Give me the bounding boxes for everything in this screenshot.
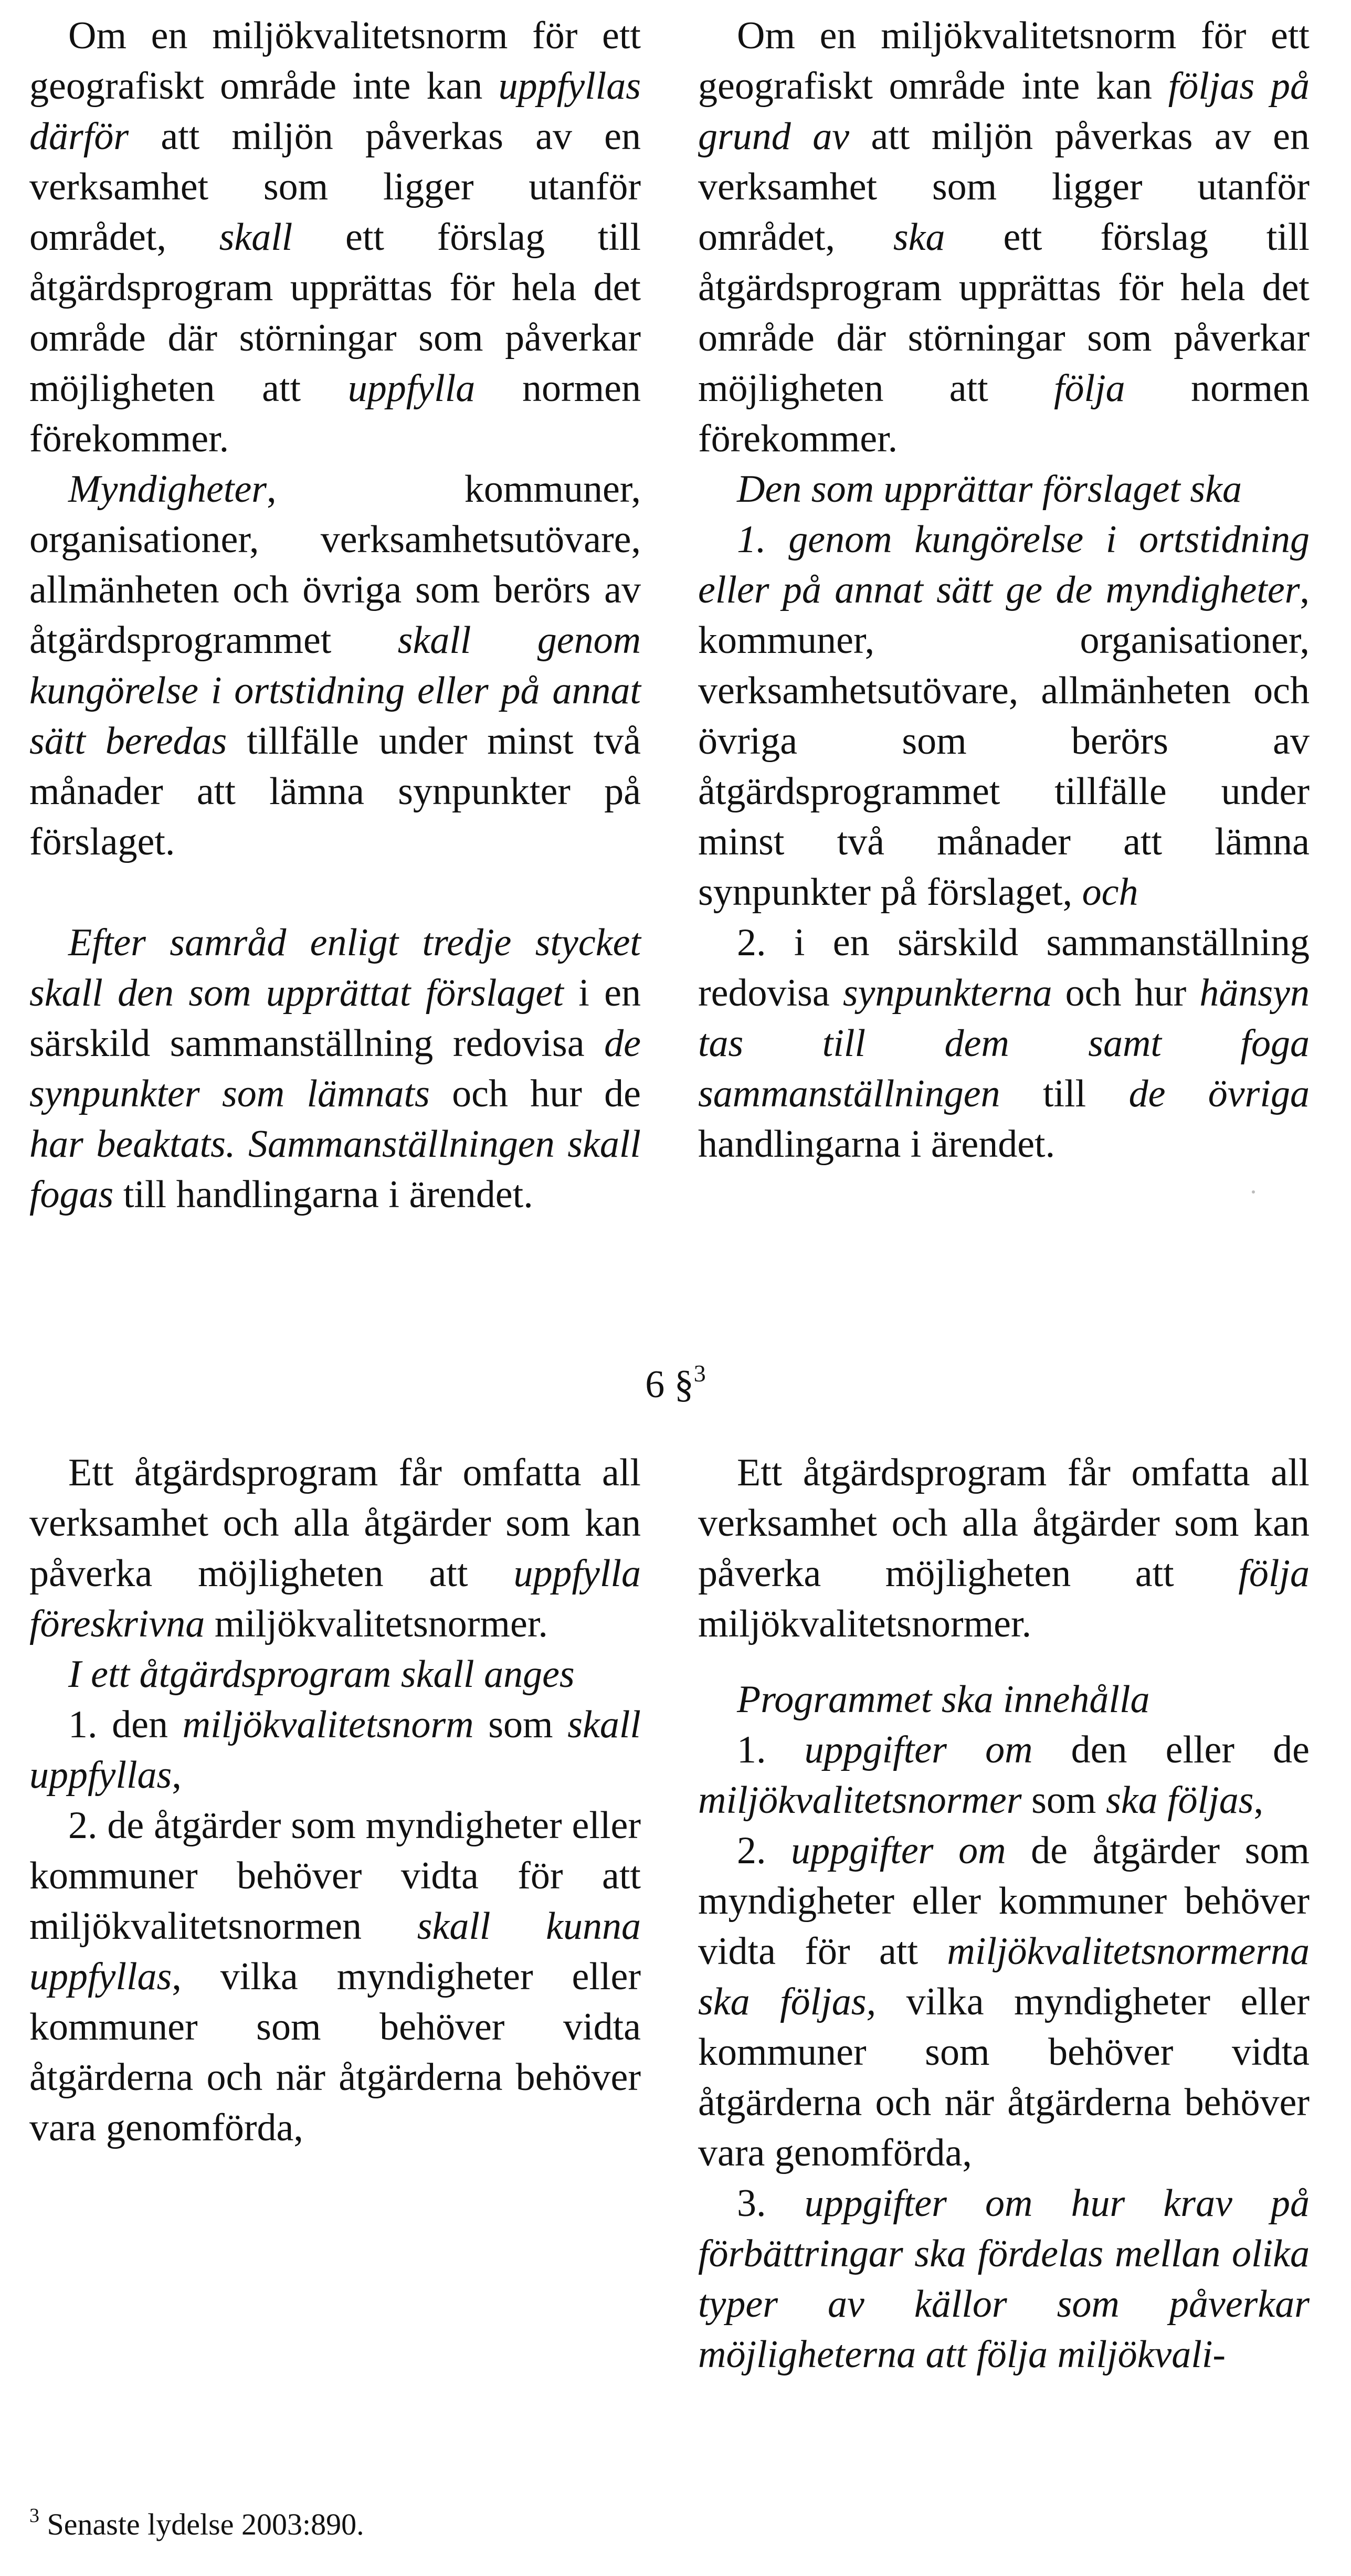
paragraph: I ett åtgärdsprogram skall anges [68,1653,575,1696]
old-text-column-top [29,10,641,1220]
list-item: 1. uppgifter om den eller de miljökvalitetsnormer som ska följas, [698,1728,1310,1822]
footnote-text: Senaste lydelse 2003:890. [47,2507,364,2541]
paragraph: Myndigheter, kommuner, organisationer, verksamhetsutövare, allmänheten och övriga som berörs av åtgärdsprogrammet skall genom kungörelse i ortstidning eller på annat sätt beredas tillfälle under minst två månader att lämna synpunkter på förslaget. [29,468,641,863]
paragraph: Om en miljökvalitetsnorm för ett geografiskt område inte kan följas på grund av att miljön påverkas av en verksamhet som ligger utanför området, ska ett förslag till åtgärdsprogram upprättas för hela det område där störningar som påverkar möjligheten att följa normen förekommer. [698,14,1310,460]
footnote-marker: 3 [29,2505,39,2527]
footnote-ref: 3 [693,1360,706,1387]
paragraph: Ett åtgärdsprogram får omfatta all verksamhet och alla åtgärder som kan påverka möjligheten att uppfylla föreskrivna miljökvalitetsnormer. [29,1451,641,1645]
scan-speck [1252,1190,1255,1194]
new-text-column-bottom [698,1448,1310,2380]
list-item: 2. uppgifter om de åtgärder som myndigheter eller kommuner behöver vidta för att miljökvalitetsnormerna ska följas, vilka myndigheter eller kommuner som behöver vidta åtgärderna och när åtgärderna behöver vara genomförda, [698,1829,1310,2174]
list-item: 2. de åtgärder som myndigheter eller kommuner behöver vidta för att miljökvalitetsnormen skall kunna uppfyllas, vilka myndigheter eller kommuner som behöver vidta åtgärderna och när åtgärderna behöver vara genomförda, [29,1804,641,2149]
list-item: 3. uppgifter om hur krav på förbättringar ska fördelas mellan olika typer av källor som påverkar möjligheterna att följa miljökvali- [698,2182,1310,2376]
footnote [29,2504,364,2546]
paragraph: Den som upprättar förslaget ska [737,468,1242,511]
list-item: 2. i en särskild sammanställning redovisa synpunkterna och hur hänsyn tas till dem samt foga sammanställningen till de övriga handlingarna i ärendet. [698,921,1310,1166]
list-item: 1. den miljökvalitetsnorm som skall uppfyllas, [29,1703,641,1797]
paragraph: Programmet ska innehålla [737,1678,1150,1721]
paragraph: Efter samråd enligt tredje stycket skall den som upprättat förslaget i en särskild sammanställning redovisa de synpunkter som lämnats och hur de har beaktats. Sammanställningen skall fogas till handlingarna i ärendet. [29,921,641,1216]
new-text-column-top [698,10,1310,1169]
paragraph: Ett åtgärdsprogram får omfatta all verksamhet och alla åtgärder som kan påverka möjligheten att följa miljökvalitetsnormer. [698,1451,1310,1645]
list-item: 1. genom kungörelse i ortstidning eller på annat sätt ge de myndigheter, kommuner, organisationer, verksamhetsutövare, allmänheten och övriga som berörs av åtgärdsprogrammet tillfälle under minst två månader att lämna synpunkter på förslaget, och [698,518,1310,914]
paragraph: Om en miljökvalitetsnorm för ett geografiskt område inte kan uppfyllas därför att miljön påverkas av en verksamhet som ligger utanför området, skall ett förslag till åtgärdsprogram upprättas för hela det område där störningar som påverkar möjligheten att uppfylla normen förekommer. [29,14,641,460]
old-text-column-bottom [29,1448,641,2153]
section-heading: 6 §$^3$ [645,1360,706,1406]
